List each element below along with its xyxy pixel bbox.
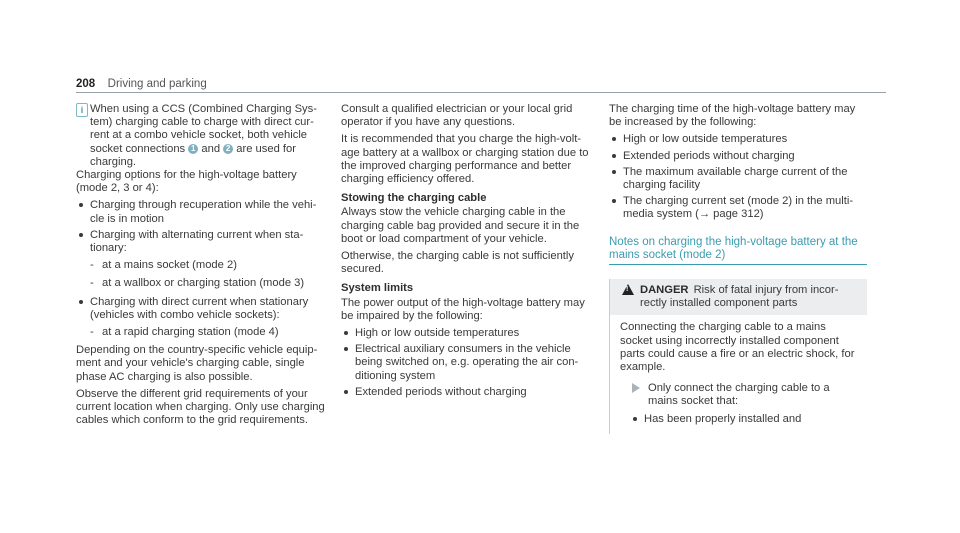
danger-label: DANGER	[640, 284, 689, 297]
note-and: and	[201, 142, 221, 155]
charging-options-list	[76, 199, 326, 339]
sub-list	[90, 259, 326, 290]
column-right	[609, 103, 867, 434]
charging-options-intro: Charging options for the high-voltage battery (mode 2, 3 or 4):	[76, 169, 297, 195]
subheading-system-limits: System limits	[341, 282, 414, 295]
sub-list-item: - at a mains socket (mode 2)	[90, 259, 326, 272]
info-note-icon: i	[76, 103, 88, 117]
list-item: High or low outside temperatures	[341, 327, 593, 340]
danger-text: Connecting the charging cable to a mains socket using incorrectly installed component parts could cause a fire or an electric shock, for example.	[620, 321, 855, 374]
column-left	[76, 103, 326, 431]
list-item: Charging through recuperation while the vehi-cle is in motion	[76, 199, 326, 225]
note-line-4-post: are used for	[236, 142, 296, 155]
list-item-text: Charging with direct current when stationary (vehicles with combo vehicle sockets):	[90, 295, 309, 321]
paragraph: Depending on the country-specific vehicle equip-ment and your vehicle's charging cable, single phase AC charging is also possible.	[76, 344, 318, 383]
note-block	[76, 103, 326, 169]
paragraph: Always stow the vehicle charging cable in the charging cable bag provided and secure it in the boot or load compartment of your vehicle.	[341, 206, 580, 245]
column-middle	[341, 103, 593, 403]
paragraph: The power output of the high-voltage battery may be impaired by the following:	[341, 296, 585, 322]
list-item: Extended periods without charging	[341, 386, 593, 399]
list-item-text: Charging with alternating current when sta-tionary:	[90, 228, 304, 255]
list-item: Electrical auxiliary consumers in the vehicle being switched on, e.g. operating the air con-ditioning system	[341, 343, 593, 383]
warning-triangle-icon: !	[622, 284, 634, 295]
paragraph: The charging time of the high-voltage battery may be increased by the following:	[609, 103, 856, 129]
list-item: Extended periods without charging	[609, 150, 867, 163]
paragraph: Otherwise, the charging cable is not sufficiently secured.	[341, 250, 574, 276]
list-item	[76, 296, 326, 340]
action-arrow-icon	[632, 383, 640, 393]
danger-header	[610, 279, 867, 315]
paragraph: Consult a qualified electrician or your local grid operator if you have any questions.	[341, 103, 573, 129]
note-line-4-pre: socket connections	[90, 142, 186, 155]
subheading-stowing: Stowing the charging cable	[341, 192, 487, 205]
system-limits-list	[341, 327, 593, 399]
number-2-icon: 2	[223, 144, 233, 154]
list-item-text: The charging current set (mode 2) in the multi-media system (	[623, 195, 854, 221]
instruction-conditions-list	[620, 413, 859, 426]
danger-body	[610, 315, 867, 425]
page-ref-arrow-icon: →	[698, 208, 711, 221]
note-line-1: When using a CCS (Combined Charging Sys-	[90, 103, 317, 115]
page-reference-link[interactable]: page 312)	[713, 208, 764, 221]
danger-title: Risk of fatal injury from incor-rectly installed component parts	[640, 284, 839, 310]
note-line-3: rent at a combo vehicle socket, both vehicle	[90, 129, 308, 142]
section-title: Driving and parking	[107, 78, 207, 90]
paragraph: It is recommended that you charge the high-volt-age battery at a wallbox or charging station due to the improved charging performance and better charging efficiency offered.	[341, 133, 589, 186]
sub-list	[90, 326, 326, 339]
note-line-5: charging.	[90, 155, 137, 168]
section-heading-mains-socket: Notes on charging the high-voltage battery at the mains socket (mode 2)	[609, 236, 867, 265]
list-item	[609, 195, 867, 221]
instruction-text: Only connect the charging cable to a mains socket that:	[648, 382, 830, 408]
note-line-2: tem) charging cable to charge with direct cur-	[90, 116, 314, 129]
page-number: 208	[76, 78, 96, 90]
danger-box	[609, 279, 867, 434]
list-item: High or low outside temperatures	[609, 133, 867, 146]
instruction-step	[620, 382, 859, 408]
sub-list-item: - at a wallbox or charging station (mode 3)	[90, 277, 326, 290]
charging-time-list	[609, 133, 867, 221]
list-item: The maximum available charge current of the charging facility	[609, 166, 867, 192]
list-item: Has been properly installed and	[630, 413, 859, 426]
list-item	[76, 229, 326, 291]
sub-list-item: - at a rapid charging station (mode 4)	[90, 326, 326, 339]
note-line-4	[90, 143, 326, 156]
paragraph: Observe the different grid requirements of your current location when charging. Only use charging cables which conform to the grid requirements.	[76, 387, 325, 427]
number-1-icon: 1	[188, 144, 198, 154]
page-header	[76, 74, 886, 93]
